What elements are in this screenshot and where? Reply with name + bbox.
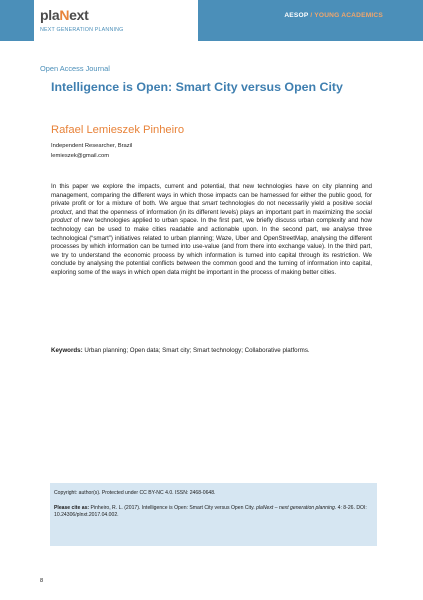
logo-accent: N	[59, 7, 70, 23]
citation-journal: plaNext – next generation planning	[256, 505, 335, 511]
abstract-emphasis-1: smart	[202, 200, 218, 208]
author-email: lemieszek@gmail.com	[51, 153, 110, 159]
logo-rest: ext	[69, 7, 89, 23]
author-affiliation: Independent Researcher, Brazil	[51, 143, 133, 149]
abstract-part-3: , and that the openness of information (in its different levels) plays an important part in maximizing the	[71, 208, 357, 216]
series-separator: /	[308, 12, 315, 19]
abstract-emphasis-3: social product	[51, 208, 372, 225]
keywords	[51, 347, 372, 356]
article-title: Intelligence is Open: Smart City versus Open City	[51, 80, 343, 94]
citation-text-before: Pinheiro, R. L. (2017). Intelligence is Open: Smart City versus Open City.	[89, 505, 257, 511]
logo-subtitle: NEXT GENERATION PLANNING	[40, 27, 124, 33]
author-name: Rafael Lemieszek Pinheiro	[51, 124, 185, 136]
citation-label: Please cite as:	[54, 505, 90, 511]
keywords-text: Urban planning; Open data; Smart city; Smart technology; Collaborative platforms.	[82, 347, 310, 354]
journal-label: Open Access Journal	[40, 64, 110, 73]
abstract	[51, 183, 372, 278]
citation-text-after: . 4: 8-26. DOI: 10.24306/plnxt.2017.04.002.	[54, 505, 367, 519]
logo-main: pla	[40, 7, 60, 23]
citation	[54, 505, 372, 520]
abstract-part-1: In this paper we explore the impacts, current and potential, that new technologies have on city planning and management, comparing the different ways in which those impacts can be harnessed for either the public good, for private profit or for a mixture of both. We argue that	[51, 183, 372, 208]
page-number: 8	[40, 578, 44, 584]
copyright-notice: Copyright: author(s). Protected under CC BY-NC 4.0. ISSN: 2468-0648.	[54, 490, 216, 496]
keywords-label: Keywords:	[51, 347, 83, 354]
series-label	[284, 12, 383, 19]
abstract-part-4: of new technologies applied to urban space. In the first part, we briefly discuss urban complexity and how technology can be used to make cities readable and actionable upon. In the second part, we analyse three technological (“smart”) initiatives related to urban planning; Waze, Uber and OpenStreetMap, analysing the different processes by which information can be turned into use-value (and from there into exchange value). In the third part, we try to understand the economic process by which information is turned into capital through its restriction. We conclude by analysing the potential conflicts between the common good and the turning of information into capital, exploring some of the ways in which open data might be important in the process of making better cities.	[51, 217, 372, 276]
abstract-part-2: technologies do not necessarily yield a positive	[217, 200, 357, 208]
series-right: YOUNG ACADEMICS	[314, 12, 383, 19]
journal-logo	[40, 7, 88, 23]
abstract-emphasis-2: social product	[51, 200, 372, 216]
series-left: AESOP	[284, 12, 309, 19]
